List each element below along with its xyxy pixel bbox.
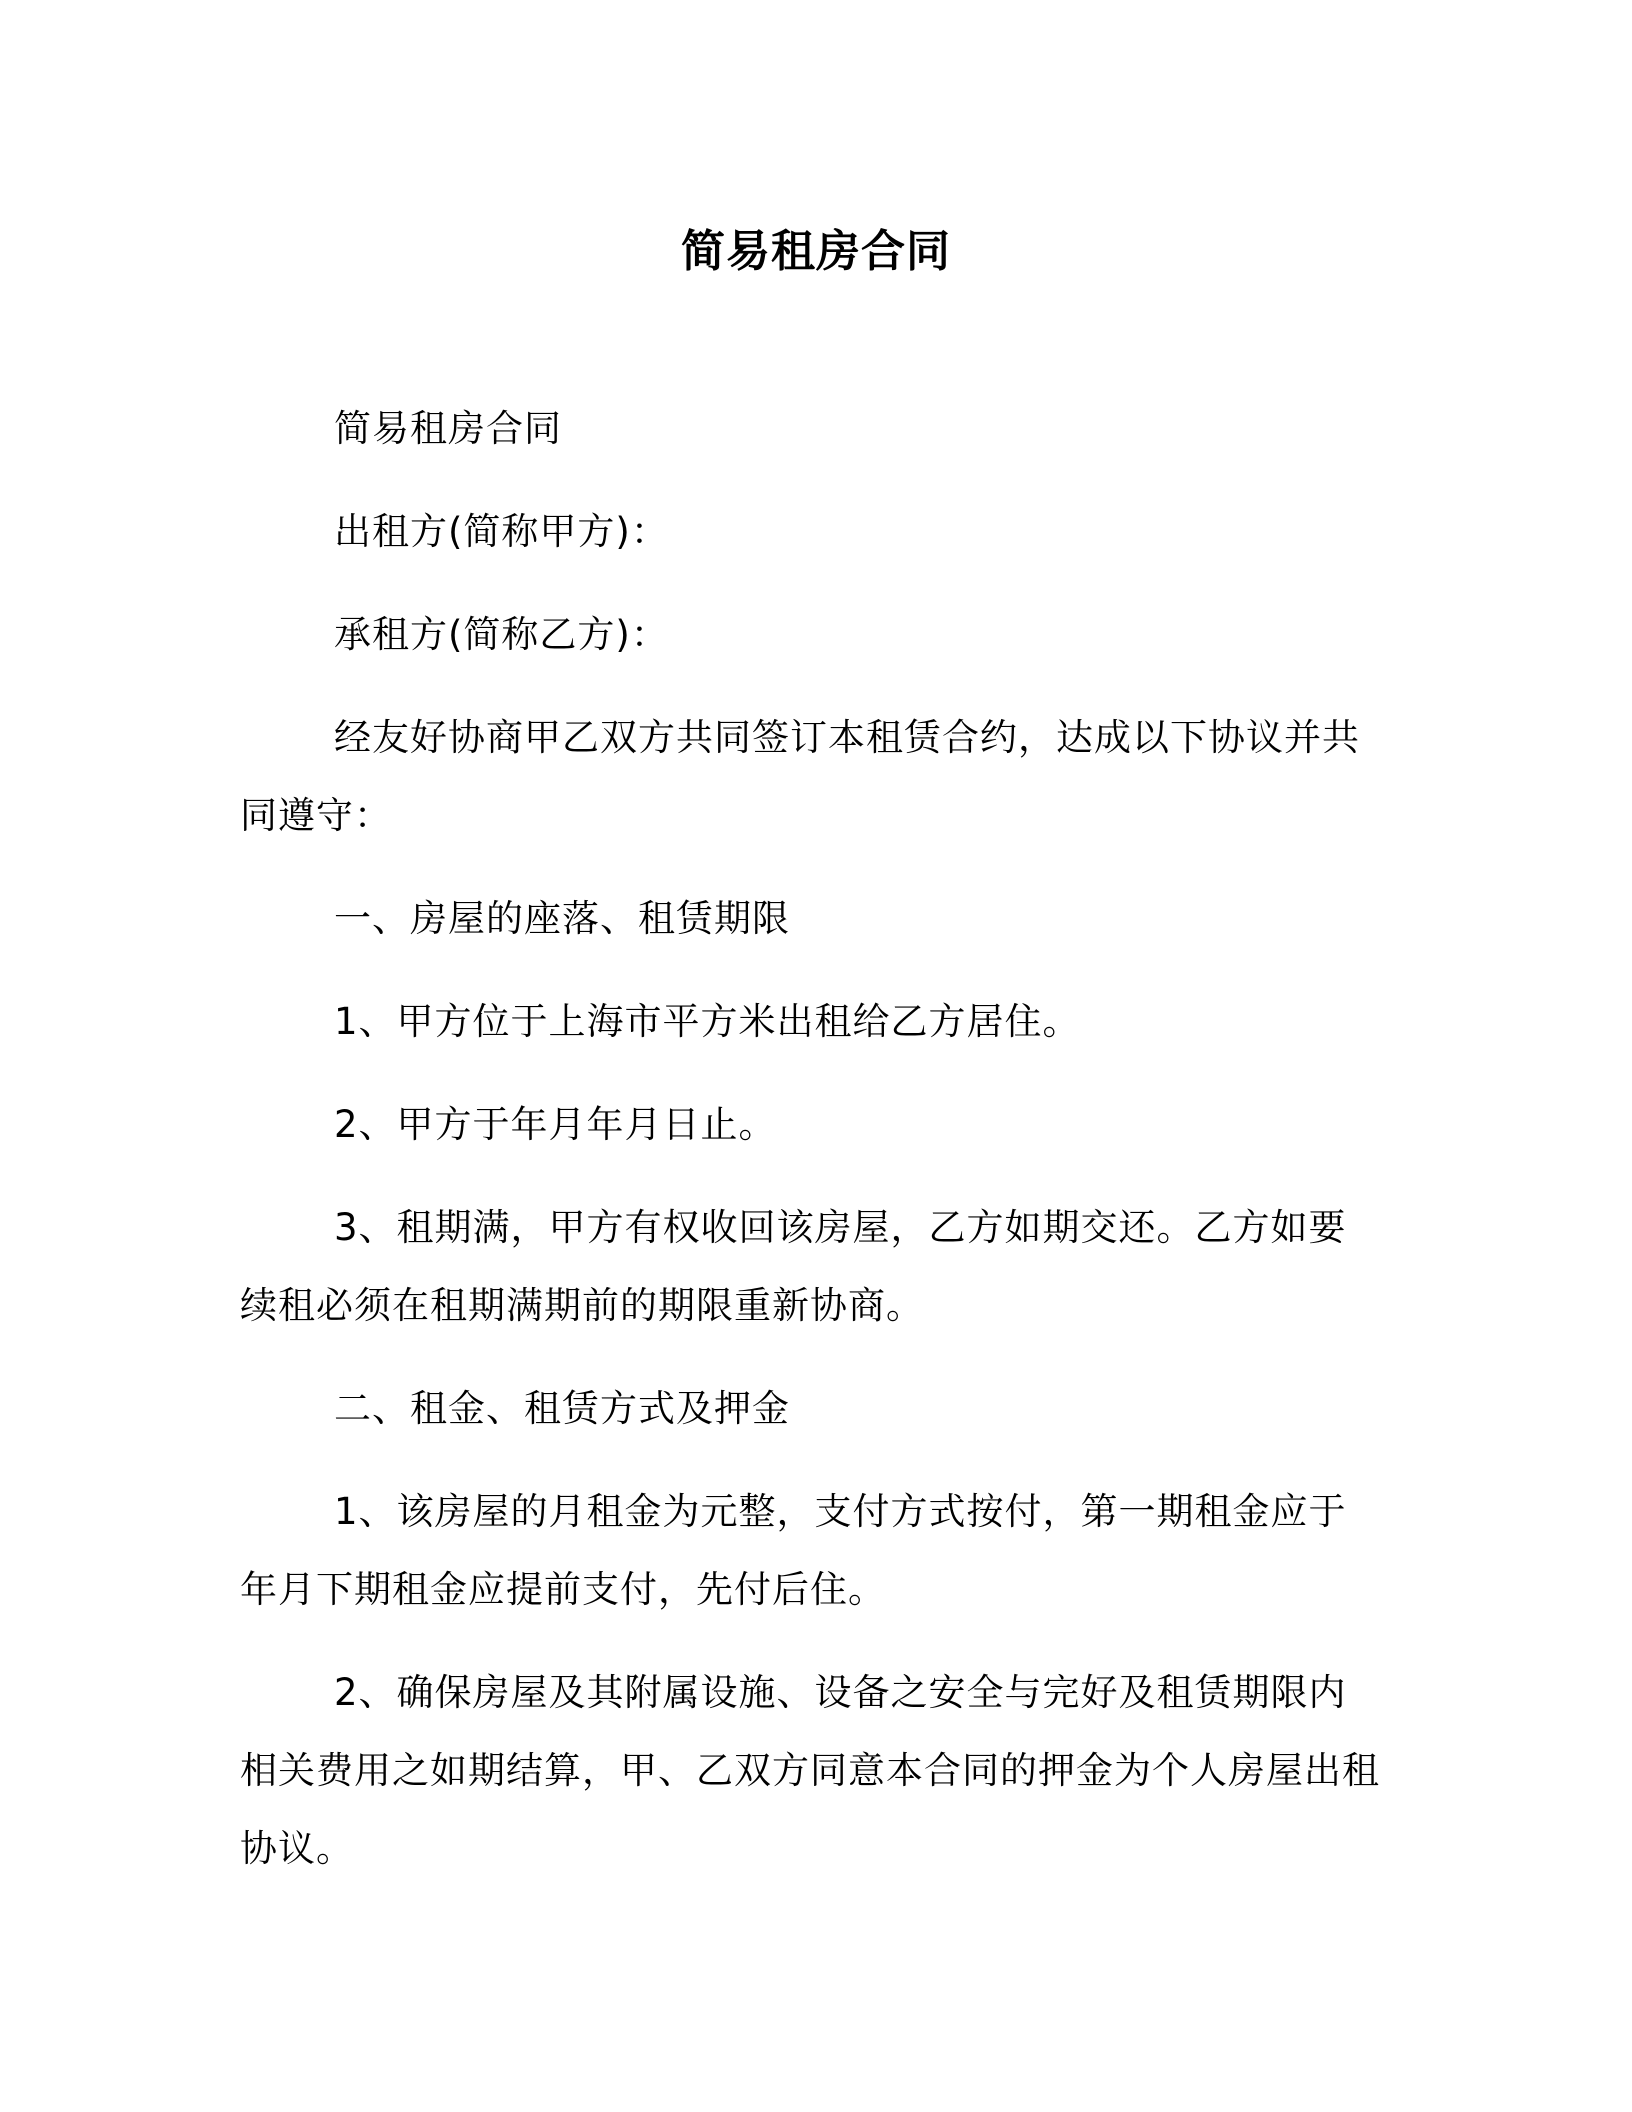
clause-1-3: 3、租期满，甲方有权收回该房屋，乙方如期交还。乙方如要续租必须在租期满期前的期限重新协商。 <box>240 1206 1347 1327</box>
clause-2-2: 2、确保房屋及其附属设施、设备之安全与完好及租赁期限内相关费用之如期结算，甲、乙双方同意本合同的押金为个人房屋出租协议。 <box>240 1671 1380 1870</box>
paragraph-preamble: 经友好协商甲乙双方共同签订本租赁合约，达成以下协议并共同遵守： <box>240 716 1360 837</box>
document-title: 简易租房合同 <box>681 226 951 277</box>
section-heading-location-term: 一、房屋的座落、租赁期限 <box>334 897 790 940</box>
clause-1-1: 1、甲方位于上海市平方米出租给乙方居住。 <box>334 1000 1081 1043</box>
document-body <box>240 390 1380 1913</box>
paragraph-lessee: 承租方(简称乙方)： <box>334 613 669 656</box>
clause-2-1: 1、该房屋的月租金为元整，支付方式按付，第一期租金应于年月下期租金应提前支付，先付后住。 <box>240 1490 1347 1611</box>
section-heading-rent-deposit: 二、租金、租赁方式及押金 <box>334 1387 790 1430</box>
paragraph-heading-repeat: 简易租房合同 <box>334 407 562 450</box>
paragraph-lessor: 出租方(简称甲方)： <box>334 510 669 553</box>
clause-1-2: 2、甲方于年月年月日止。 <box>334 1103 777 1146</box>
